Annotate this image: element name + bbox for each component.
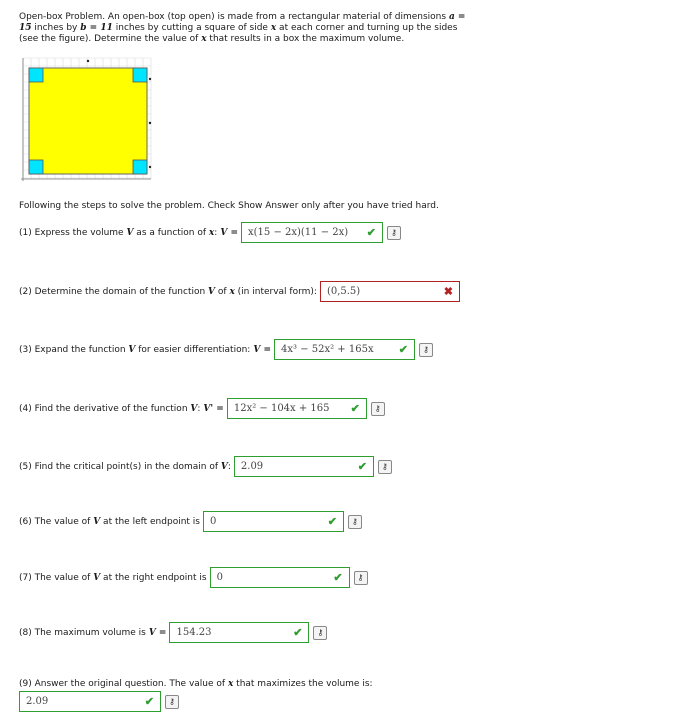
problem-text: that results in a box the maximum volume.	[206, 34, 405, 44]
correct-check-icon: ✔	[357, 460, 367, 473]
step-lhs: V =	[253, 344, 271, 355]
problem-text: at each corner and turning up the sides (see the figure). Determine the value of	[19, 23, 458, 44]
correct-check-icon: ✔	[398, 343, 408, 356]
step-6	[19, 511, 362, 532]
answer-field-6[interactable]: 0 ✔	[203, 511, 344, 532]
step-question: (6) The value of V at the left endpoint is	[19, 516, 200, 527]
step-question: (8) The maximum volume is	[19, 627, 146, 638]
variable-x: x	[270, 23, 277, 33]
problem-text: inches by	[31, 23, 81, 33]
step-lhs: V =	[220, 227, 238, 238]
answer-field-5[interactable]: 2.09 ✔	[234, 456, 374, 477]
step-question: (5) Find the critical point(s) in the domain of V:	[19, 461, 231, 472]
correct-check-icon: ✔	[350, 402, 360, 415]
key-icon[interactable]: ⚷	[378, 460, 392, 474]
correct-check-icon: ✔	[366, 226, 376, 239]
figure-point	[149, 122, 151, 124]
key-icon[interactable]: ⚷	[313, 626, 327, 640]
figure-point	[149, 166, 151, 168]
instructions: Following the steps to solve the problem. Check Show Answer only after you have tried hard.	[19, 201, 439, 211]
problem-statement	[19, 12, 479, 45]
figure-point	[149, 78, 151, 80]
key-icon[interactable]: ⚷	[354, 571, 368, 585]
correct-check-icon: ✔	[293, 626, 303, 639]
step-lhs: V =	[148, 627, 167, 638]
key-icon[interactable]: ⚷	[387, 226, 401, 240]
material-sheet	[29, 68, 147, 174]
key-icon[interactable]: ⚷	[348, 515, 362, 529]
step-9	[19, 679, 373, 712]
step-question: (3) Expand the function V for easier differentiation:	[19, 344, 251, 355]
answer-field-8[interactable]: 154.23 ✔	[169, 622, 309, 643]
corner-square	[133, 68, 147, 82]
key-icon[interactable]: ⚷	[371, 402, 385, 416]
problem-text: Open-box Problem. An open-box (top open) is made from a rectangular material of dimensions	[19, 12, 449, 22]
answer-field-3[interactable]: 4x³ − 52x² + 165x ✔	[274, 339, 415, 360]
correct-check-icon: ✔	[333, 571, 343, 584]
incorrect-cross-icon: ✖	[443, 285, 453, 298]
step-3	[19, 339, 433, 360]
key-icon[interactable]: ⚷	[165, 695, 179, 709]
step-lhs: V' =	[203, 403, 224, 414]
step-question: (7) The value of V at the right endpoint is	[19, 572, 207, 583]
step-8	[19, 622, 327, 643]
correct-check-icon: ✔	[144, 695, 154, 708]
step-question: (9) Answer the original question. The value of x that maximizes the volume is:	[19, 679, 373, 689]
corner-square	[29, 160, 43, 174]
step-question: (4) Find the derivative of the function V:	[19, 403, 201, 414]
step-4	[19, 398, 385, 419]
step-2	[19, 281, 460, 302]
variable-x: x	[201, 34, 207, 44]
answer-field-7[interactable]: 0 ✔	[210, 567, 350, 588]
problem-text: inches by cutting a square of side	[112, 23, 271, 33]
step-question: (1) Express the volume V as a function of x:	[19, 227, 218, 238]
step-1	[19, 222, 401, 243]
step-question: (2) Determine the domain of the function V of x (in interval form):	[19, 286, 317, 297]
correct-check-icon: ✔	[327, 515, 337, 528]
corner-square	[29, 68, 43, 82]
answer-field-2[interactable]: (0,5.5) ✖	[320, 281, 460, 302]
answer-field-9[interactable]: 2.09 ✔	[19, 691, 161, 712]
open-box-figure	[17, 55, 157, 190]
step-5	[19, 456, 392, 477]
answer-field-4[interactable]: 12x² − 104x + 165 ✔	[227, 398, 367, 419]
key-icon[interactable]: ⚷	[419, 343, 433, 357]
answer-field-1[interactable]: x(15 − 2x)(11 − 2x) ✔	[241, 222, 383, 243]
corner-square	[133, 160, 147, 174]
step-7	[19, 567, 368, 588]
figure-point	[87, 60, 89, 62]
dimension-b: b = 11	[80, 23, 113, 33]
dimension-a: a = 15	[19, 12, 466, 33]
